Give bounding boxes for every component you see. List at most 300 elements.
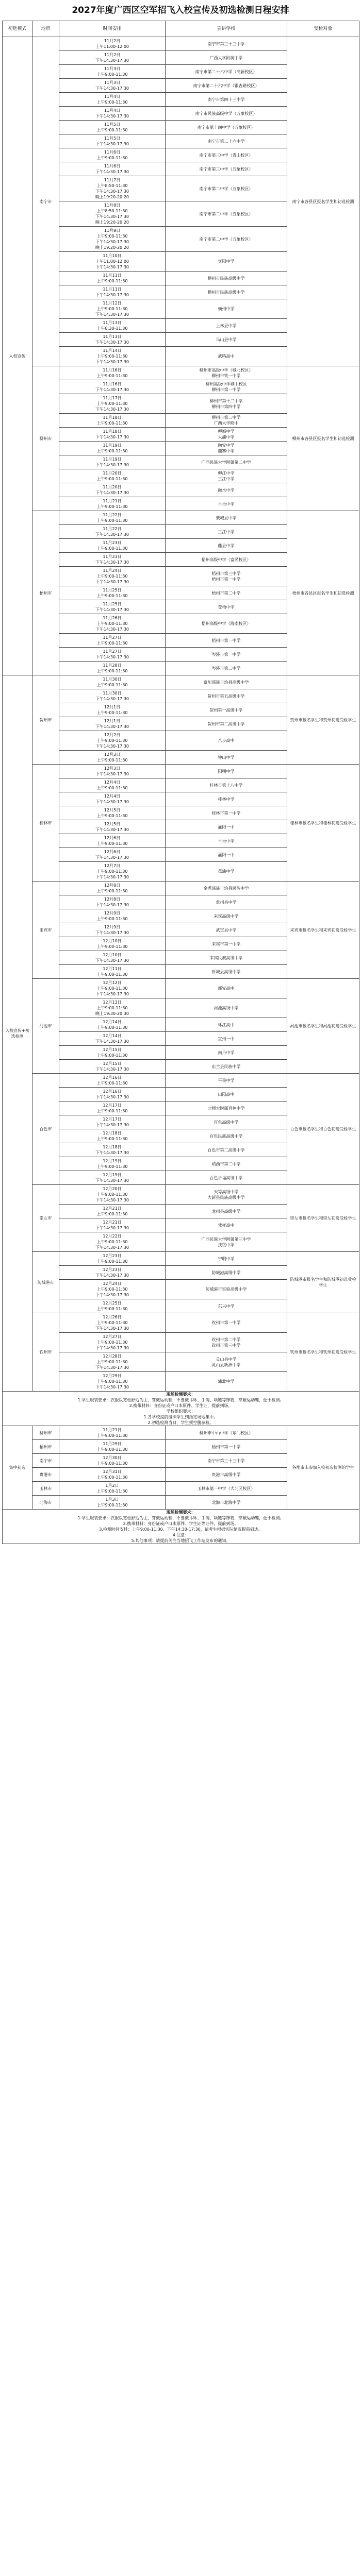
school-cell — [166, 675, 287, 689]
school-name: 柳州市中山中学（东门校区） — [199, 1430, 253, 1435]
school-name: 钟山中学 — [218, 755, 235, 760]
time-cell — [59, 634, 166, 648]
session-time: 上午9:00-11:30 — [96, 421, 128, 426]
time-cell — [59, 134, 166, 148]
session-date: 11月30日 — [103, 691, 122, 696]
school-name: 南宁市第二中学（五象校区） — [199, 211, 253, 216]
school-cell — [166, 285, 287, 299]
school-name: 阳朔中学 — [218, 769, 235, 774]
session-time: 上午9:00-11:30 — [96, 1433, 128, 1438]
session-date: 11月2日 — [104, 39, 121, 43]
school-cell — [166, 834, 287, 848]
school-cell — [166, 227, 287, 252]
school-cell — [166, 882, 287, 895]
header-target: 受检对象 — [287, 21, 359, 37]
school-name: 柳江中学 — [218, 471, 235, 476]
notes-row — [3, 1510, 359, 1544]
school-cell — [166, 1299, 287, 1313]
session-date: 11月5日 — [104, 122, 121, 127]
school-cell — [166, 366, 287, 380]
session-date: 12月6日 — [104, 836, 121, 840]
session-time: 下午14:30-17:30 — [95, 992, 129, 996]
school-name: 南宁市第十四中学（五象校区） — [197, 125, 255, 130]
session-date: 12月22日 — [103, 1234, 122, 1239]
session-time: 上午9:00-11:30 — [96, 1360, 128, 1364]
session-date: 11月6日 — [104, 164, 121, 168]
school-name: 北海市北海中学 — [211, 1500, 241, 1505]
city-cell: 河池市 — [32, 979, 59, 1074]
school-name: 岑溪市第一中学 — [211, 652, 241, 657]
session-time: 上午8:50-11:30 — [96, 183, 128, 188]
school-name: 宁明中学 — [218, 1256, 235, 1261]
school-name: 环江高中 — [218, 1022, 235, 1027]
session-time: 下午14:30-17:30 — [95, 1039, 129, 1044]
session-time: 晚上19:20-20:20 — [95, 245, 129, 250]
school-name: 三江中学 — [218, 529, 235, 534]
session-time: 上午9:00-11:30 — [96, 869, 128, 874]
school-name: 大新县民族高级中学 — [207, 1195, 245, 1200]
school-cell — [166, 497, 287, 511]
session-date: 12月17日 — [103, 1103, 122, 1108]
school-name: 融水中学 — [218, 487, 235, 493]
time-cell — [59, 1018, 166, 1032]
session-date: 12月8日 — [104, 883, 121, 888]
school-name: 柳州市第一中学 — [211, 387, 241, 392]
target-cell: 防城港市报名学生和防城港初选受检学生 — [287, 1252, 359, 1313]
school-name: 柳州市高级中学（城北校区） — [199, 368, 253, 372]
school-name: 百色市第二高级中学 — [207, 1147, 245, 1153]
session-time: 下午14:30-17:30 — [95, 855, 129, 860]
time-cell — [59, 1205, 166, 1218]
time-cell — [59, 586, 166, 600]
school-name: 靖西市第二中学 — [211, 1161, 241, 1166]
session-date: 12月21日 — [103, 1220, 122, 1225]
time-cell — [59, 1060, 166, 1074]
school-name: 来宾市第一中学 — [211, 941, 241, 946]
session-date: 12月16日 — [103, 1089, 122, 1094]
session-date: 12月19日 — [103, 1173, 122, 1177]
time-cell — [59, 567, 166, 586]
time-cell — [59, 1468, 166, 1482]
session-date: 12月4日 — [104, 780, 121, 785]
school-cell — [166, 1266, 287, 1280]
school-cell — [166, 65, 287, 79]
session-date: 12月13日 — [103, 1000, 122, 1005]
time-cell — [59, 37, 166, 51]
session-time: 下午14:30-17:30 — [95, 360, 129, 364]
school-name: 广西大学附中 — [214, 421, 239, 426]
school-name: 百色民族高级中学 — [209, 1133, 243, 1139]
city-cell: 钦州市 — [32, 1313, 59, 1392]
session-time: 下午14:30-17:30 — [95, 58, 129, 63]
school-cell — [166, 765, 287, 778]
school-cell — [166, 414, 287, 428]
school-name: 宜州一中 — [218, 1036, 235, 1041]
session-date: 11月13日 — [103, 334, 122, 339]
school-name: 大浦中学 — [218, 435, 235, 439]
school-name: 防城港市实验高级中学 — [205, 1287, 247, 1292]
school-name: 浦北中学 — [218, 1379, 235, 1384]
time-cell — [59, 148, 166, 162]
school-name: 武宣县中学 — [216, 927, 237, 933]
session-time: 下午14:30-17:30 — [95, 142, 129, 146]
session-time: 下午14:30-17:30 — [95, 265, 129, 269]
school-cell — [166, 51, 287, 65]
city-cell: 防城港市 — [32, 1252, 59, 1313]
time-cell — [59, 951, 166, 965]
city-cell: 南宁市 — [32, 37, 59, 366]
time-cell — [59, 65, 166, 79]
session-date: 12月10日 — [103, 939, 122, 943]
school-cell — [166, 937, 287, 951]
session-date: 1月2日 — [105, 1483, 119, 1488]
school-cell — [166, 703, 287, 717]
session-time: 下午14:30-17:30 — [95, 1178, 129, 1183]
time-cell — [59, 428, 166, 442]
school-cell — [166, 923, 287, 937]
notes-line: 5.其他事项：请提前关注当地招飞工作站发布的通知。 — [131, 1538, 231, 1543]
time-cell — [59, 553, 166, 567]
session-time: 上午9:00-11:30 — [96, 786, 128, 790]
time-cell — [59, 689, 166, 703]
time-cell — [59, 834, 166, 848]
session-time: 下午14:30-17:30 — [95, 744, 129, 749]
school-name: 南宁市第三中学（青山校区） — [199, 152, 253, 158]
session-date: 12月24日 — [103, 1281, 122, 1286]
session-time: 下午14:30-17:30 — [95, 86, 129, 91]
session-time: 上午9:00-11:30 — [96, 1287, 128, 1292]
session-time: 下午14:30-17:30 — [95, 958, 129, 963]
school-name: 荔浦中学 — [218, 869, 235, 874]
school-cell — [166, 148, 287, 162]
session-time: 下午14:30-17:30 — [95, 1150, 129, 1155]
target-cell: 南宁市各县区报名学生和初选检测 — [287, 37, 359, 366]
session-date: 12月29日 — [103, 1374, 122, 1378]
time-cell — [59, 1440, 166, 1454]
session-time: 上午9:00-11:30 — [96, 156, 128, 160]
session-date: 11月10日 — [103, 253, 122, 258]
school-name: 梧州高级中学（富民校区） — [201, 557, 251, 562]
school-cell — [166, 1372, 287, 1392]
school-name: 南宁市民族高级中学（五象校区） — [195, 111, 257, 116]
session-time: 上午9:00-11:30 — [96, 972, 128, 977]
session-date: 12月9日 — [104, 911, 121, 916]
time-cell — [59, 176, 166, 201]
school-cell — [166, 648, 287, 662]
session-date: 12月18日 — [103, 1131, 122, 1136]
school-cell — [166, 201, 287, 227]
school-name: 灌阳一中 — [218, 824, 235, 829]
session-time: 上午9:00-11:30 — [96, 374, 128, 378]
session-time: 下午14:30-17:30 — [95, 1067, 129, 1072]
city-cell: 贵港市 — [32, 1468, 59, 1482]
session-time: 下午14:30-17:30 — [95, 800, 129, 804]
school-cell — [166, 1032, 287, 1046]
time-cell — [59, 227, 166, 252]
session-time: 上午9:00-11:30 — [96, 621, 128, 626]
school-name: 南宁市第二中学（五象校区） — [199, 186, 253, 191]
school-cell — [166, 272, 287, 285]
notes-line: 2.携带材料：身份证或户口本原件、学生证等证件，提前到场。 — [123, 1521, 239, 1526]
session-time: 上午9:00-11:30 — [96, 1489, 128, 1494]
time-cell — [59, 1074, 166, 1088]
school-name: 贺州市第二高级中学 — [207, 721, 245, 726]
session-time: 上午9:00-11:30 — [96, 889, 128, 893]
session-time: 上午9:00-11:30 — [96, 1081, 128, 1086]
session-time: 下午14:30-17:30 — [95, 1273, 129, 1278]
school-name: 平乐中学 — [218, 501, 235, 506]
school-name: 武鸣高中 — [218, 354, 235, 359]
time-cell — [59, 648, 166, 662]
session-date: 12月21日 — [103, 1206, 122, 1211]
time-cell — [59, 442, 166, 455]
session-time: 上午9:00-11:30 — [96, 1320, 128, 1325]
school-cell — [166, 252, 287, 272]
school-name: 龙州县高级中学 — [211, 1209, 241, 1214]
time-cell — [59, 882, 166, 895]
session-time: 上午9:00-11:30 — [96, 1240, 128, 1244]
target-cell: 桂林市报名学生和桂林初选受检学生 — [287, 765, 359, 882]
school-cell — [166, 951, 287, 965]
school-name: 广西民族大学附属第三中学 — [201, 1236, 251, 1242]
school-cell — [166, 1074, 287, 1088]
time-cell — [59, 614, 166, 634]
notes-cell — [3, 1392, 359, 1426]
school-name: 桂林中学 — [218, 796, 235, 802]
notes-cell — [3, 1510, 359, 1544]
school-cell — [166, 394, 287, 414]
school-cell — [166, 586, 287, 600]
school-cell — [166, 428, 287, 442]
session-date: 11月20日 — [103, 471, 122, 476]
session-date: 12月11日 — [103, 967, 122, 971]
session-time: 下午14:30-17:30 — [95, 407, 129, 412]
time-cell — [59, 1115, 166, 1129]
header-time: 时间安排 — [59, 21, 166, 37]
session-time: 上午9:00-11:30 — [96, 1503, 128, 1507]
time-cell — [59, 1032, 166, 1046]
session-time: 下午14:30-17:30 — [95, 607, 129, 612]
session-time: 晚上19:20-20:20 — [95, 220, 129, 225]
time-cell — [59, 497, 166, 511]
session-time: 上午9:00-11:30 — [96, 1447, 128, 1452]
table-row — [3, 366, 359, 380]
session-time: 上午9:00-11:30 — [96, 1259, 128, 1264]
time-cell — [59, 965, 166, 979]
session-time: 上午9:00-11:30 — [96, 574, 128, 579]
session-time: 上午9:00-11:30 — [96, 683, 128, 687]
school-name: 河池高级中学 — [214, 1006, 239, 1010]
school-name: 东兰县民族中学 — [211, 1064, 241, 1069]
session-date: 12月18日 — [103, 1145, 122, 1149]
school-name: 防城港高级中学 — [211, 1270, 241, 1275]
session-date: 11月14日 — [103, 348, 122, 353]
session-time: 上午9:00-11:30 — [96, 1109, 128, 1113]
session-date: 12月2日 — [104, 733, 121, 737]
session-time: 上午9:00-11:30 — [96, 758, 128, 762]
school-name: 梧州市第一中学 — [211, 1444, 241, 1449]
time-cell — [59, 93, 166, 107]
school-name: 百色祈福高级中学 — [209, 1175, 243, 1180]
time-cell — [59, 414, 166, 428]
session-time: 下午14:30-17:30 — [95, 1385, 129, 1389]
session-time: 上午9:00-11:30 — [96, 1137, 128, 1141]
session-time: 下午14:30-17:30 — [95, 214, 129, 219]
school-cell — [166, 1352, 287, 1372]
school-cell — [166, 820, 287, 834]
session-time: 上午9:00-11:30 — [96, 307, 128, 311]
session-time: 下午14:30-17:30 — [95, 560, 129, 565]
school-cell — [166, 319, 287, 333]
city-cell: 玉林市 — [32, 1482, 59, 1496]
session-time: 下午14:30-17:30 — [95, 170, 129, 174]
notes-row — [3, 1392, 359, 1426]
time-cell — [59, 1088, 166, 1101]
time-cell — [59, 675, 166, 689]
school-cell — [166, 333, 287, 347]
school-cell — [166, 806, 287, 820]
school-cell — [166, 162, 287, 176]
session-date: 12月6日 — [104, 850, 121, 854]
time-cell — [59, 1454, 166, 1468]
school-name: 南宁市第四十三中学 — [207, 97, 245, 102]
time-cell — [59, 909, 166, 923]
time-cell — [59, 1185, 166, 1205]
session-time: 下午14:30-17:30 — [95, 1365, 129, 1370]
school-cell — [166, 1185, 287, 1205]
school-cell — [166, 79, 287, 93]
session-date: 11月29日 — [103, 1442, 122, 1446]
target-cell: 贺州市报名学生和贺州初选受检学生 — [287, 675, 359, 765]
session-date: 11月3日 — [104, 66, 121, 71]
session-date: 12月23日 — [103, 1267, 122, 1272]
session-date: 11月3日 — [104, 80, 121, 85]
school-name: 融安中学 — [218, 443, 235, 448]
mode-cell: 入校宣传+初选检测 — [3, 675, 32, 1392]
school-name: 都安高中 — [218, 986, 235, 991]
city-cell: 贺州市 — [32, 675, 59, 765]
notes-line: 2.携带材料：身份证或户口本原件、学生证，提前到场。 — [129, 1403, 233, 1408]
school-cell — [166, 1280, 287, 1299]
school-name: 岑溪市第二中学 — [211, 666, 241, 671]
session-date: 11月30日 — [103, 677, 122, 682]
session-date: 12月23日 — [103, 1253, 122, 1258]
time-cell — [59, 272, 166, 285]
session-time: 下午14:30-17:30 — [95, 1123, 129, 1127]
school-name: 南宁市第三十三中学 — [207, 41, 245, 46]
school-cell — [166, 1440, 287, 1454]
session-time: 下午14:30-17:30 — [95, 532, 129, 537]
session-time: 晚上19:20-20:20 — [95, 195, 129, 199]
session-time: 下午14:30-17:30 — [95, 827, 129, 832]
school-cell — [166, 965, 287, 979]
school-cell — [166, 751, 287, 765]
school-name: 钦州市第一中学 — [211, 1320, 241, 1325]
school-name: 横州中学 — [218, 307, 235, 311]
session-date: 12月10日 — [103, 953, 122, 957]
time-cell — [59, 998, 166, 1018]
session-date: 12月9日 — [104, 925, 121, 929]
time-cell — [59, 600, 166, 614]
school-cell — [166, 862, 287, 882]
time-cell — [59, 731, 166, 751]
school-cell — [166, 380, 287, 394]
time-cell — [59, 333, 166, 347]
session-time: 上午9:00-11:30 — [96, 401, 128, 406]
school-name: 广西民族大学附属第二中学 — [201, 460, 251, 465]
school-cell — [166, 442, 287, 455]
school-name: 藤县中学 — [218, 543, 235, 548]
school-cell — [166, 792, 287, 806]
school-cell — [166, 134, 287, 148]
school-name: 三江中学 — [218, 477, 235, 481]
session-time: 下午14:30-17:30 — [95, 1346, 129, 1350]
session-time: 下午14:30-17:30 — [95, 293, 129, 297]
session-date: 11月16日 — [103, 368, 122, 372]
school-cell — [166, 1060, 287, 1074]
session-time: 上午9:00-11:30 — [96, 1461, 128, 1466]
session-time: 下午14:30-17:30 — [95, 114, 129, 118]
time-cell — [59, 778, 166, 792]
school-name: 梧州高级中学（海南校区） — [201, 621, 251, 626]
school-name: 梧州市第一中学 — [211, 638, 241, 643]
table-row — [3, 979, 359, 998]
session-time: 上午9:00-11:30 — [96, 1212, 128, 1216]
time-cell — [59, 347, 166, 366]
school-name: 贺州第一高级中学 — [209, 707, 243, 713]
session-time: 下午14:30-17:30 — [95, 772, 129, 776]
school-cell — [166, 525, 287, 539]
school-name: 广西大学附属中学 — [209, 55, 243, 60]
session-time: 上午9:00-11:30 — [96, 354, 128, 359]
session-date: 11月11日 — [103, 287, 122, 292]
session-date: 12月19日 — [103, 1159, 122, 1163]
table-row — [3, 882, 359, 895]
page-title: 2027年度广西区空军招飞入校宣传及初选检测日程安排 — [72, 5, 289, 15]
school-cell — [166, 1101, 287, 1115]
session-date: 11月24日 — [103, 568, 122, 573]
table-row — [3, 1313, 359, 1333]
session-time: 晚上19:30-20:30 — [95, 1011, 129, 1016]
time-cell — [59, 1232, 166, 1252]
school-name: 蒙城县中学 — [216, 515, 237, 520]
table-row — [3, 1185, 359, 1205]
school-cell — [166, 600, 287, 614]
session-time: 下午14:30-17:30 — [95, 1326, 129, 1331]
session-time: 上午9:00-11:30 — [96, 128, 128, 132]
school-name: 玉林市第一中学（大北区校区） — [197, 1486, 255, 1491]
table-row — [3, 765, 359, 778]
city-cell: 柳州市 — [32, 1426, 59, 1440]
session-date: 11月18日 — [103, 415, 122, 420]
time-cell — [59, 1218, 166, 1232]
school-cell — [166, 689, 287, 703]
school-name: 马山县中学 — [216, 337, 237, 342]
school-name: 南丹中学 — [218, 1050, 235, 1055]
school-cell — [166, 37, 287, 51]
time-cell — [59, 1299, 166, 1313]
session-date: 11月22日 — [103, 527, 122, 531]
header-school: 宣讲学校 — [166, 21, 287, 37]
session-date: 12月5日 — [104, 808, 121, 812]
table-row — [3, 1426, 359, 1440]
session-date: 11月4日 — [104, 108, 121, 113]
table-row — [3, 675, 359, 689]
time-cell — [59, 751, 166, 765]
school-name: 柳州市第十二中学 — [209, 398, 243, 403]
session-time: 上午9:00-11:30 — [96, 1006, 128, 1010]
session-time: 下午14:30-17:30 — [95, 387, 129, 392]
